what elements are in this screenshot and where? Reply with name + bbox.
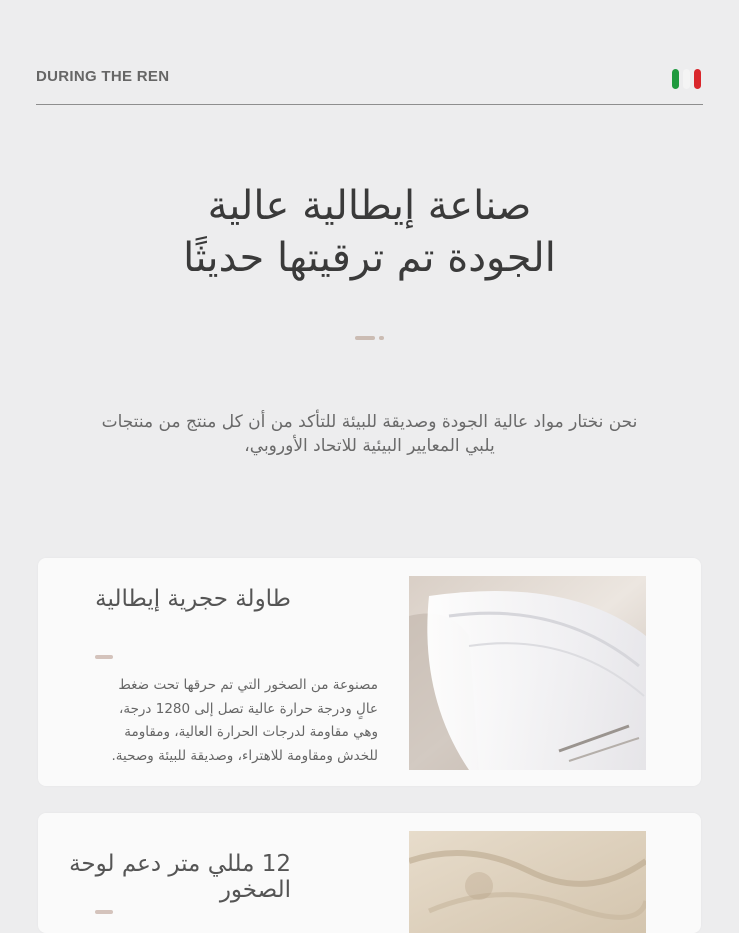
section-divider [355,335,384,340]
card-title: 12 مللي متر دعم لوحة الصخور [69,851,291,903]
flag-green-stripe [672,69,679,89]
card-description [78,674,378,768]
card-description-line: عالٍ ودرجة حرارة عالية تصل إلى 1280 درجة، [118,700,378,717]
feature-card-rock-slab [38,813,701,933]
stone-table-plate-image [409,576,646,770]
card-description-line: وهي مقاومة لدرجات الحرارة العالية، ومقاومة [124,724,378,740]
rock-slab-texture-image [409,831,646,933]
card-description-line: مصنوعة من الصخور التي تم حرقها تحت ضغط [118,677,378,693]
brand-logo-text[interactable]: DURING THE REN [36,68,170,85]
intro-line1: نحن نختار مواد عالية الجودة وصديقة للبيئة للتأكد من أن كل منتج من منتجات [101,412,638,432]
card-accent-bar [95,910,113,914]
card-title: طاولة حجرية إيطالية [95,586,291,612]
intro-paragraph [60,410,679,458]
intro-line2: يلبي المعايير البيئية للاتحاد الأوروبي، [244,436,495,456]
flag-white-stripe [683,69,690,89]
top-header [36,60,703,105]
feature-card-stone-table [38,558,701,786]
divider-dot [379,336,384,340]
italy-flag-icon[interactable] [672,69,701,89]
hero-title-line1: صناعة إيطالية عالية [207,183,532,229]
hero-title [60,180,679,284]
divider-bar [355,336,375,340]
hero-title-line2: الجودة تم ترقيتها حديثًا [183,235,556,281]
flag-red-stripe [694,69,701,89]
card-description-line: للخدش ومقاومة للاهتراء، وصديقة للبيئة وصحية. [111,747,378,764]
card-accent-bar [95,655,113,659]
